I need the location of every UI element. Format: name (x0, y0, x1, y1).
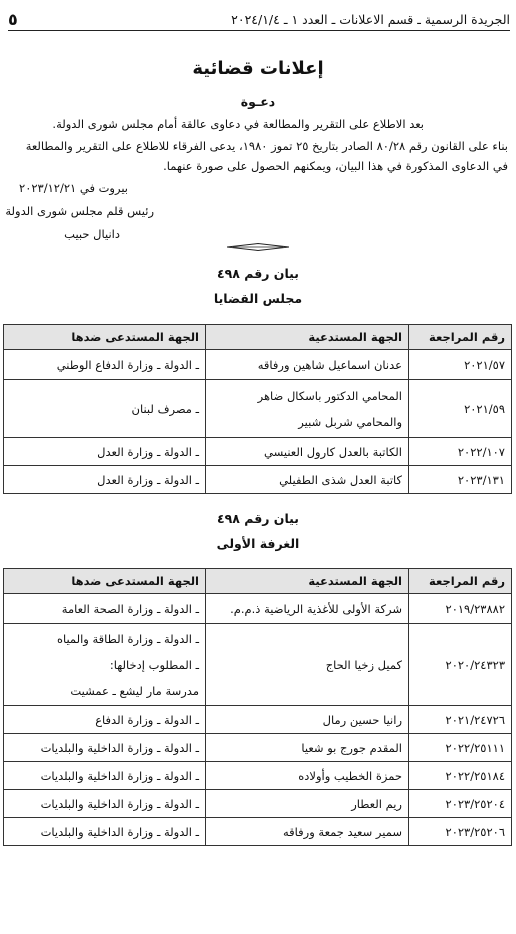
statement-2-table (3, 568, 512, 846)
claimant-line: المقدم جورج بو شعيا (301, 740, 402, 755)
col-claimant-header: الجهة المستدعية (206, 569, 409, 594)
claimant-cell (206, 350, 409, 380)
respondent-line: ـ الدولة ـ وزارة الصحة العامة (61, 601, 199, 616)
claimant-line: شركة الأولى للأغذية الرياضية ذ.م.م. (230, 601, 402, 616)
respondent-cell (4, 734, 206, 762)
ref-cell: ٢٠٢٢/٢٥١١١ (409, 734, 512, 762)
notice-heading: دعـوة (240, 94, 276, 109)
table-row (4, 380, 512, 438)
respondent-line: ـ الدولة ـ وزارة الداخلية والبلديات (40, 740, 199, 755)
statement-2-heading: بيان رقم ٤٩٨ (217, 511, 299, 526)
respondent-line: ـ الدولة ـ وزارة الطاقة والمياه (56, 631, 199, 646)
section-title: إعلانات قضائية (192, 58, 324, 79)
notice-date: بيروت في ٢٠٢٣/١٢/٢١ (19, 181, 128, 195)
table-row (4, 762, 512, 790)
respondent-cell (4, 594, 206, 624)
claimant-line: عدنان اسماعيل شاهين ورفاقه (257, 357, 402, 372)
claimant-cell (206, 790, 409, 818)
claimant-line: رانيا حسين رمال (322, 712, 402, 727)
table-row (4, 818, 512, 846)
claimant-cell (206, 734, 409, 762)
statement-1-rows (4, 350, 512, 494)
respondent-line: ـ الدولة ـ وزارة الداخلية والبلديات (40, 768, 199, 783)
claimant-cell (206, 594, 409, 624)
claimant-cell (206, 438, 409, 466)
claimant-cell (206, 706, 409, 734)
claimant-line: كاتبة العدل شذى الطفيلي (279, 472, 402, 487)
ref-cell: ٢٠٢٢/١٠٧ (409, 438, 512, 466)
ref-cell: ٢٠٢٢/٢٥١٨٤ (409, 762, 512, 790)
table-row (4, 438, 512, 466)
respondent-line: ـ الدولة ـ وزارة العدل (97, 444, 199, 459)
ref-cell: ٢٠٢٣/٢٥٢٠٤ (409, 790, 512, 818)
claimant-line: والمحامي شربل شبير (298, 414, 402, 429)
respondent-cell (4, 438, 206, 466)
signer-name: دانيال حبيب (64, 227, 120, 241)
statement-1-subheading: مجلس القضايا (213, 291, 303, 306)
statement-1-table (3, 324, 512, 494)
col-ref-header: رقم المراجعة (409, 569, 512, 594)
respondent-line: ـ الدولة ـ وزارة الداخلية والبلديات (40, 796, 199, 811)
ornament-divider (227, 243, 289, 251)
table-row (4, 594, 512, 624)
respondent-line: ـ الدولة ـ وزارة الدفاع الوطني (56, 357, 199, 372)
respondent-cell (4, 466, 206, 494)
ref-cell: ٢٠٢٠/٢٤٣٢٣ (409, 624, 512, 706)
header-title: الجريدة الرسمية ـ قسم الاعلانات ـ العدد ١ ـ ٢٠٢٤/١/٤ (231, 11, 510, 27)
respondent-cell (4, 624, 206, 706)
notice-line-1: بعد الاطلاع على التقرير والمطالعة في دعاوى عالقة أمام مجلس شورى الدولة. (52, 117, 424, 131)
statement-2-rows (4, 594, 512, 846)
claimant-cell (206, 466, 409, 494)
col-respondent-header: الجهة المستدعى ضدها (4, 569, 206, 594)
claimant-line: المحامي الدكتور باسكال ضاهر (257, 388, 402, 403)
col-ref-header: رقم المراجعة (409, 325, 512, 350)
table-row (4, 466, 512, 494)
ref-cell: ٢٠١٩/٢٣٨٨٢ (409, 594, 512, 624)
claimant-line: حمزة الخطيب وأولاده (298, 768, 402, 783)
claimant-line: كميل زخيا الحاج (325, 657, 402, 672)
table-row (4, 790, 512, 818)
statement-1-heading: بيان رقم ٤٩٨ (217, 266, 299, 281)
respondent-line: مدرسة مار ليشع ـ عمشيت (70, 683, 199, 698)
table-row (4, 350, 512, 380)
respondent-cell (4, 818, 206, 846)
respondent-line: ـ الدولة ـ وزارة العدل (97, 472, 199, 487)
respondent-cell (4, 350, 206, 380)
page-number: ٥ (8, 9, 18, 29)
respondent-cell (4, 762, 206, 790)
claimant-line: الكاتبة بالعدل كارول العنيسي (264, 444, 402, 459)
claimant-cell (206, 380, 409, 438)
respondent-line: ـ الدولة ـ وزارة الدفاع (95, 712, 199, 727)
notice-line-3: في الدعاوى المذكورة في هذا البيان، ويمكنهم الحصول على صورة عنهما. (163, 159, 508, 173)
claimant-line: سمير سعيد جمعة ورفاقه (283, 824, 402, 839)
page-header (8, 8, 510, 31)
claimant-line: ريم العطار (351, 796, 402, 811)
respondent-cell (4, 790, 206, 818)
respondent-line: ـ المطلوب إدخالها: (109, 657, 199, 672)
col-claimant-header: الجهة المستدعية (206, 325, 409, 350)
respondent-line: ـ مصرف لبنان (131, 401, 199, 416)
respondent-cell (4, 380, 206, 438)
claimant-cell (206, 818, 409, 846)
claimant-cell (206, 624, 409, 706)
respondent-line: ـ الدولة ـ وزارة الداخلية والبلديات (40, 824, 199, 839)
respondent-cell (4, 706, 206, 734)
ref-cell: ٢٠٢١/٢٤٧٢٦ (409, 706, 512, 734)
signer-title: رئيس قلم مجلس شورى الدولة (5, 204, 154, 218)
ref-cell: ٢٠٢٣/٢٥٢٠٦ (409, 818, 512, 846)
table-row (4, 734, 512, 762)
ref-cell: ٢٠٢٣/١٣١ (409, 466, 512, 494)
table-row (4, 624, 512, 706)
ref-cell: ٢٠٢١/٥٧ (409, 350, 512, 380)
table-row (4, 706, 512, 734)
claimant-cell (206, 762, 409, 790)
col-respondent-header: الجهة المستدعى ضدها (4, 325, 206, 350)
statement-2-subheading: الغرفة الأولى (216, 536, 300, 551)
ref-cell: ٢٠٢١/٥٩ (409, 380, 512, 438)
notice-line-2: بناء على القانون رقم ٨٠/٢٨ الصادر بتاريخ ٢٥ تموز ١٩٨٠، يدعى الفرقاء للاطلاع على التقرير والمطالعة (25, 139, 508, 153)
